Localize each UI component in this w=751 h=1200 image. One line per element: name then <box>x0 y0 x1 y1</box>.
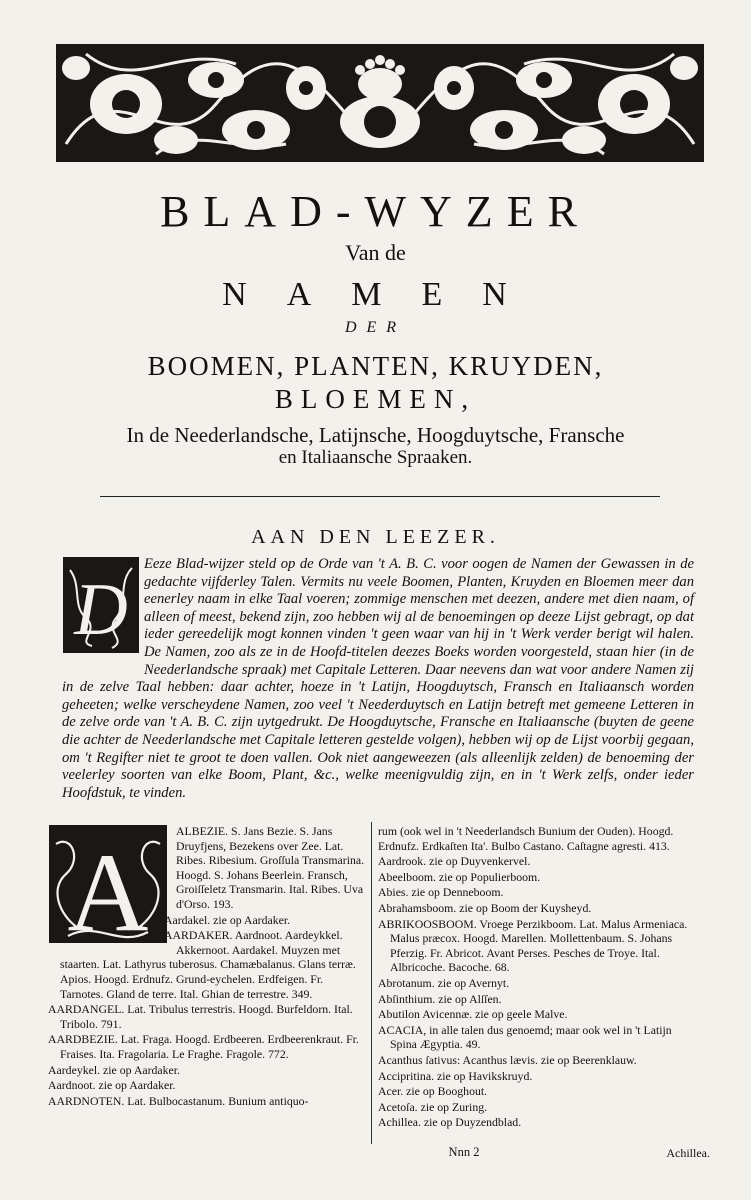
floral-headpiece-ornament <box>56 44 704 162</box>
index-entry: Acer. zie op Booghout. <box>378 1084 488 1099</box>
index-entry: Accipritina. zie op Havikskruyd. <box>378 1068 533 1083</box>
title-languages-line-1: In de Neederlandsche, Latijnsche, Hoogduytsche, Fransche <box>126 423 625 447</box>
catchword: Achillea. <box>666 1146 710 1160</box>
index-entry: Aardnoot. zie op Aardaker. <box>48 1078 176 1093</box>
initial-letter: D <box>74 569 128 651</box>
preface-heading: AAN DEN LEEZER. <box>251 526 500 548</box>
title-der: DER <box>344 319 407 336</box>
title-main: BLAD-WYZER <box>160 187 591 236</box>
decorated-initial-d <box>62 556 140 664</box>
index-entry: Abies. zie op Denneboom. <box>378 885 504 900</box>
title-names: NAMEN <box>222 276 547 313</box>
index-entry: Acetoſa. zie op Zuring. <box>378 1099 488 1114</box>
index-entry: Aardrook. zie op Duyvenkervel. <box>378 854 531 869</box>
index-entry: Abutilon Avicennæ. zie op geele Malve. <box>378 1007 568 1022</box>
index-entry: rum (ook wel in 't Neederlandsch Bunium der Ouden). Hoogd. Erdnufz. Erdkaſten Ita'. Bulbo Castano. Caſtagne agresti. 413. <box>378 824 674 853</box>
index-column-right <box>378 824 698 1131</box>
preface-text: Eeze Blad-wijzer steld op de Orde van 't A. B. C. voor oogen de Namen der Gewassen in de gedachte vijfderley Talen. Vermits nu veele Boomen, Planten, Kruyden en Bloemen meer dan eenerley naam in elke Taal voeren; zommige menschen met deezen, andere met dien naam, of alleen of meest, bekend zijn, zoo hebben wij al de benoemingen op deeze Lijst gebragt, op dat ieder gereedelijk mogt konnen vinden 't geen waar van hij in 't Werk verder berigt wil halen. De Namen, zoo als ze in de Hoofd-titelen deezes Boeks worden voorgesteld, staan hier (in de Neederlandsche spraak) met Capitale Letteren. Daar neevens dan wat voor andere Namen zij in de zelve Taal hebben: daar achter, hoeze in 't Latijn, Hoogduytsch, Fransch en Italiaansch worden geheeten; welke verscheydene Namen, zoo veel 't Neederduytsch en Latijn betreft met gemeene Letteren in de zelve orde van 't A. B. C. zijn uytgedrukt. De Hoogduytsche, Fransche en Italiaansche (buyten de geene die achter de Neederlandsche met Capitale letteren gestelde volgen), hebben wij op de Lijst voorbij gegaan, om 't Regifter niet te groot te doen vallen. Ook niet aangeweezen (als alleenlijk zelden) de benoeming der veelerley soorten van elke Boom, Plant, &c., welke meenigvuldig zijn, en in 't Werk zelfs, onder ieder Hoofdstuk, te vinden. <box>62 556 694 801</box>
preface-paragraph <box>62 556 694 802</box>
index-entry: AARDNOTEN. Lat. Bulbocastanum. Bunium antiquo- <box>48 1093 309 1108</box>
index-entry: Abeelboom. zie op Populierboom. <box>378 869 541 884</box>
index-entries-right <box>378 824 698 1130</box>
index-entry: ALBEZIE. S. Jans Bezie. S. Jans Druyfjens, Bezekens over Zee. Lat. Ribes. Ribesium. Groſſula Transmarina. Hoogd. S. Johans Beerlein. Fransch, Groiſſeletz Transmarin. Ital. Ribes. Uva d'Orso. 193. <box>176 824 365 911</box>
decorated-initial-a <box>48 824 170 948</box>
index-initial-letter: A <box>67 831 149 948</box>
index-entry: Abſinthium. zie op Alſſen. <box>378 991 502 1006</box>
index-entry: AARDAKER. Aardnoot. Aardeykkel. Akkernoot. Aardakel. Muyzen met staarten. Lat. Lathyrus tuberosus. Chamæbalanus. Glans terræ. Apios. Hoogd. Erdnufz. Grund-eychelen. Erdfeigen. Fr. Tarnotes. Gland de terre. Ital. Ghian de terrestre. 349. <box>60 928 356 1001</box>
index-entry: Aardakel. zie op Aardaker. <box>164 912 291 927</box>
title-trees-line: BOOMEN, PLANTEN, KRUYDEN, <box>147 351 604 381</box>
index-entry: Achillea. zie op Duyzendblad. <box>378 1115 522 1130</box>
index-entry: ABRIKOOSBOOM. Vroege Perzikboom. Lat. Malus Armeniaca. Malus præcox. Hoogd. Marellen. Mollettenbaum. S. Johans Pferzig. Fr. Abricot. Avant Perses. Pesches de Troye. Ital. Albricoche. Bacoche. 68. <box>378 916 688 975</box>
index-entry: AARDBEZIE. Lat. Fraga. Hoogd. Erdbeeren. Erdbeerenkraut. Fr. Fraises. Ita. Fragolaria. Le Fraghe. Fragole. 772. <box>48 1032 359 1061</box>
horizontal-rule <box>100 496 660 497</box>
index-entry: ACACIA, in alle talen dus genoemd; maar ook wel in 't Latijn Spina Ægyptia. 49. <box>378 1022 672 1052</box>
column-divider <box>371 822 372 1144</box>
signature-mark: Nnn 2 <box>448 1145 480 1159</box>
index-entry: AARDANGEL. Lat. Tribulus terrestris. Hoogd. Burfeldorn. Ital. Tribolo. 791. <box>48 1002 353 1031</box>
title-subtitle: Van de <box>345 240 406 265</box>
title-flowers-line: BLOEMEN, <box>274 384 477 414</box>
index-entry: Abrahamsboom. zie op Boom der Kuysheyd. <box>378 900 592 915</box>
index-entry: Abrotanum. zie op Avernyt. <box>378 975 510 990</box>
index-column-left <box>48 824 366 1109</box>
index-entry: Aardeykel. zie op Aardaker. <box>48 1062 181 1077</box>
index-entry: Acanthus ſativus: Acanthus lævis. zie op Beerenklauw. <box>378 1052 637 1067</box>
title-languages-line-2: en Italiaansche Spraaken. <box>278 447 473 468</box>
